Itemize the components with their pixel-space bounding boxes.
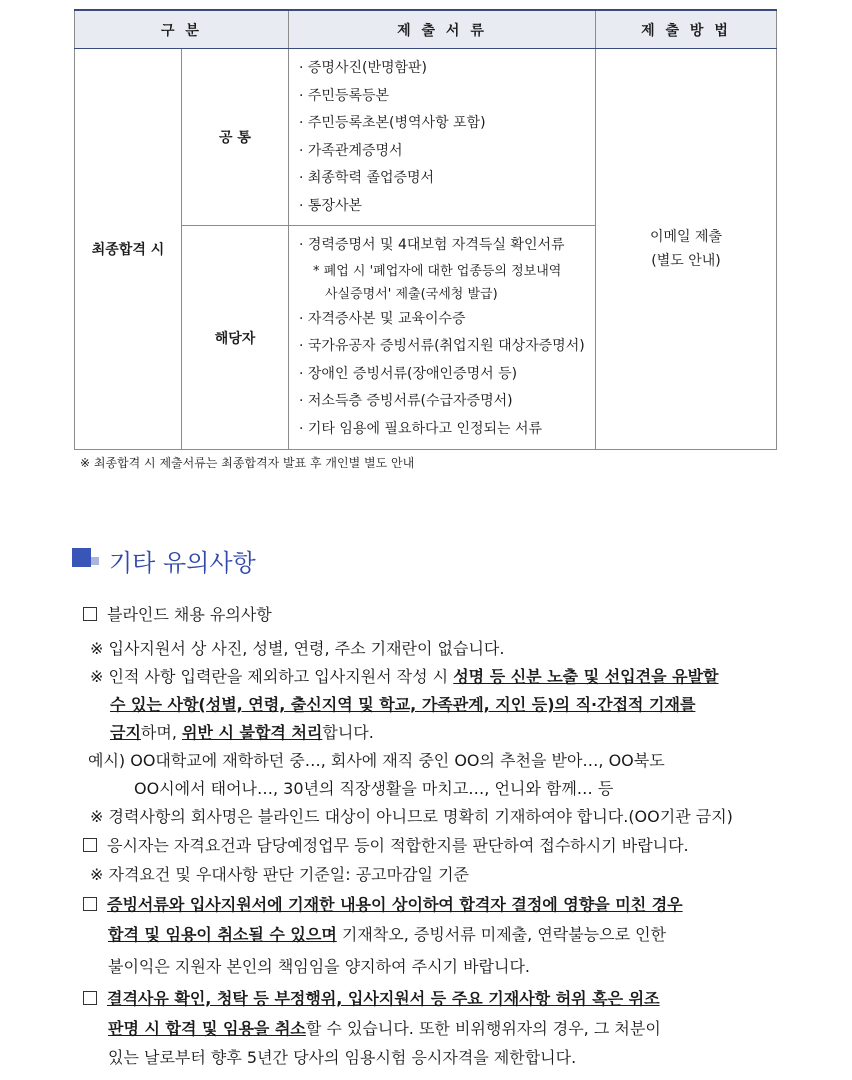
emphasis: 판명 시 합격 및 임용을 취소	[108, 1019, 306, 1038]
emphasis: 위반 시 불합격 처리	[182, 723, 323, 742]
example-line: 예시) OO대학교에 재학하던 중…, 회사에 재직 중인 OO의 추천을 받아…, OO북도	[88, 751, 665, 770]
checkbox-icon	[83, 607, 97, 621]
list-item: · 저소득층 증빙서류(수급자증명서)	[299, 393, 513, 409]
header-category: 구 분	[75, 10, 289, 49]
method-line: 이메일 제출	[649, 229, 723, 245]
checkbox-icon	[83, 991, 97, 1005]
method-line: (별도 안내)	[651, 253, 721, 269]
note-line	[108, 1016, 661, 1039]
note-line	[110, 720, 374, 743]
note-line: 사실증명서' 제출(국세청 발급)	[325, 286, 498, 302]
table-footnote: ※ 최종합격 시 제출서류는 최종합격자 발표 후 개인별 별도 안내	[80, 456, 415, 470]
square-accent-icon	[91, 557, 99, 565]
note-line: ※ 자격요건 및 우대사항 판단 기준일: 공고마감일 기준	[90, 865, 469, 884]
list-item: · 통장사본	[299, 197, 362, 214]
list-item: · 주민등록등본	[299, 87, 390, 104]
note-line	[108, 922, 666, 945]
list-item: · 최종학력 졸업증명서	[299, 170, 435, 186]
list-item: · 가족관계증명서	[299, 142, 403, 159]
row-label-common: 공 통	[182, 49, 289, 226]
list-item: · 주민등록초본(병역사항 포함)	[299, 115, 486, 131]
list-item: · 기타 임용에 필요하다고 인정되는 서류	[299, 420, 543, 437]
group-final-pass: 최종합격 시	[75, 49, 182, 450]
applicable-documents	[289, 226, 596, 450]
item-text: 응시자는 자격요건과 담당예정업무 등이 적합한지를 판단하여 접수하시기 바랍니다.	[107, 836, 689, 855]
list-item: · 증명사진(반명함판)	[299, 60, 428, 76]
emphasis: 합격 및 임용이 취소될 수 있으며	[108, 925, 337, 944]
emphasis: 성명 등 신분 노출 및 선입견을 유발할	[453, 667, 719, 686]
list-item: · 국가유공자 증빙서류(취업지원 대상자증명서)	[299, 338, 585, 354]
checkbox-icon	[83, 897, 97, 911]
list-item: · 경력증명서 및 4대보험 자격득실 확인서류	[299, 237, 565, 253]
header-method: 제 출 방 법	[596, 10, 777, 49]
square-bullet-icon	[72, 548, 91, 567]
emphasis: 증빙서류와 입사지원서에 기재한 내용이 상이하여 합격자 결정에 영향을 미친 경우	[107, 895, 683, 914]
checkbox-icon	[83, 838, 97, 852]
list-item: · 장애인 증빙서류(장애인증명서 등)	[299, 365, 518, 382]
common-documents	[289, 49, 596, 226]
emphasis: 금지	[110, 723, 141, 742]
note-line: 불이익은 지원자 본인의 책임임을 양지하여 주시기 바랍니다.	[108, 957, 531, 976]
note-line: * 폐업 시 '폐업자에 대한 업종등의 정보내역	[313, 263, 562, 279]
checklist-item	[83, 986, 660, 1009]
submission-method	[596, 49, 777, 450]
text: 하며,	[140, 723, 183, 742]
note-line: 있는 날로부터 향후 5년간 당사의 임용시험 응시자격을 제한합니다.	[108, 1048, 577, 1067]
emphasis: 결격사유 확인, 청탁 등 부정행위, 입사지원서 등 주요 기재사항 허위 혹은 위조	[107, 989, 660, 1008]
note-line: ※ 입사지원서 상 사진, 성별, 연령, 주소 기재란이 없습니다.	[90, 639, 505, 658]
header-documents: 제 출 서 류	[289, 10, 596, 49]
example-line: OO시에서 태어나…, 30년의 직장생활을 마치고…, 언니와 함께… 등	[134, 779, 614, 798]
checklist-item	[83, 833, 689, 856]
text: 합니다.	[322, 723, 374, 742]
note-line	[90, 664, 718, 687]
text: 할 수 있습니다. 또한 비위행위자의 경우, 그 처분이	[305, 1019, 661, 1038]
text: 기재착오, 증빙서류 미제출, 연락불능으로 인한	[336, 925, 667, 944]
checklist-item	[83, 892, 683, 915]
list-item: · 자격증사본 및 교육이수증	[299, 310, 466, 327]
checklist-item	[83, 602, 272, 625]
text: ※ 인적 사항 입력란을 제외하고 입사지원서 작성 시	[90, 667, 454, 686]
item-text: 블라인드 채용 유의사항	[107, 605, 272, 624]
row-label-applicable: 해당자	[182, 226, 289, 450]
section-title: 기타 유의사항	[109, 549, 256, 577]
note-line	[110, 692, 695, 715]
note-line: ※ 경력사항의 회사명은 블라인드 대상이 아니므로 명확히 기재하여야 합니다.(OO기관 금지)	[90, 807, 733, 826]
documents-table	[74, 9, 777, 450]
emphasis: 수 있는 사항(성별, 연령, 출신지역 및 학교, 가족관계, 지인 등)의 직·간접적 기재를	[110, 695, 696, 714]
